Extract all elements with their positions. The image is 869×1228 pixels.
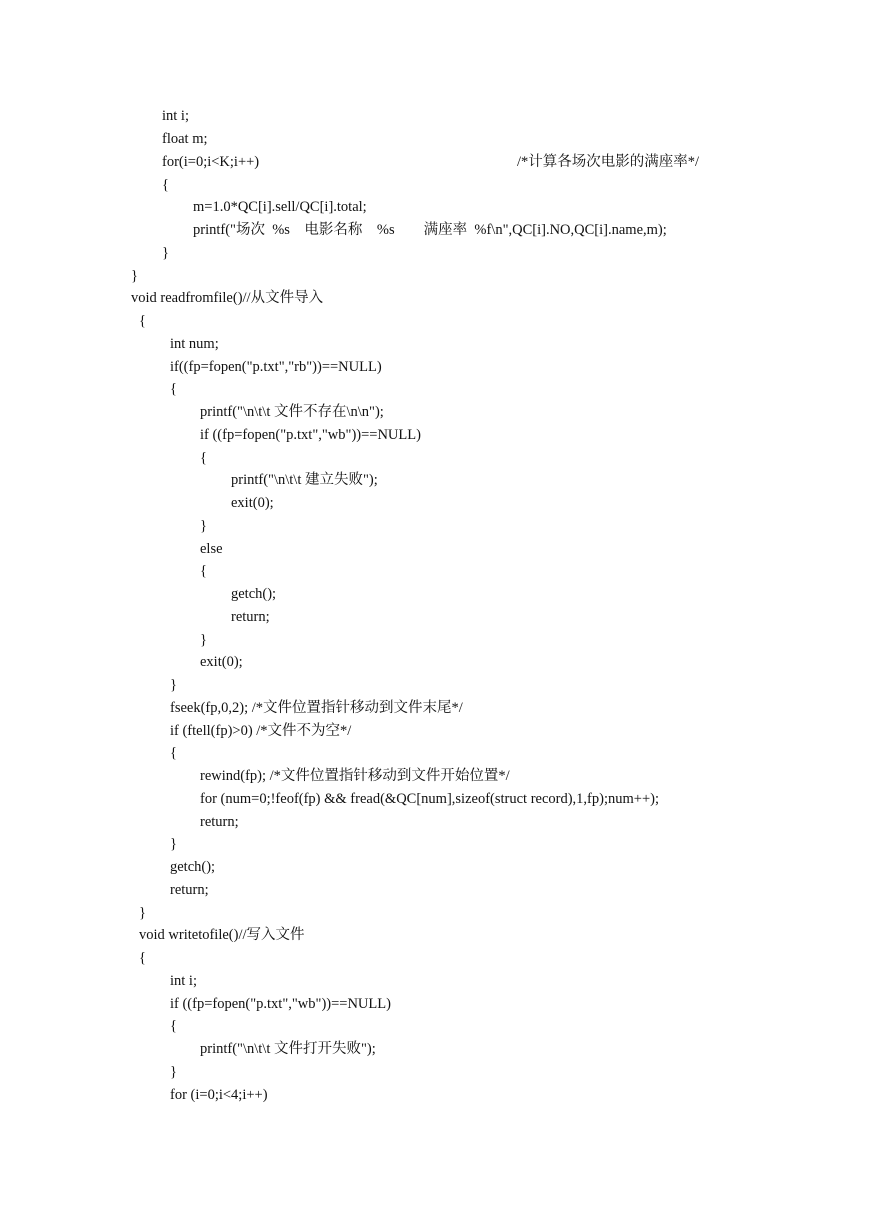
code-line: if ((fp=fopen("p.txt","wb"))==NULL) [200, 427, 421, 443]
code-line: } [200, 632, 207, 648]
code-line: rewind(fp); /*文件位置指针移动到文件开始位置*/ [200, 768, 510, 784]
code-line: int num; [170, 336, 219, 352]
code-line: void readfromfile()//从文件导入 [131, 290, 324, 306]
code-line: printf("场次 %s 电影名称 %s 满座率 %f\n",QC[i].NO,QC[i].name,m); [193, 222, 667, 238]
code-line: fseek(fp,0,2); /*文件位置指针移动到文件末尾*/ [170, 700, 463, 716]
code-line: } [139, 905, 146, 921]
code-line: if((fp=fopen("p.txt","rb"))==NULL) [170, 359, 382, 375]
code-line: { [139, 950, 146, 966]
code-line: printf("\n\t\t 文件不存在\n\n"); [200, 404, 384, 420]
code-line: if ((fp=fopen("p.txt","wb"))==NULL) [170, 996, 391, 1012]
code-line: return; [231, 609, 270, 625]
code-line: { [200, 450, 207, 466]
code-line: { [170, 1018, 177, 1034]
code-line: m=1.0*QC[i].sell/QC[i].total; [193, 199, 367, 215]
code-line: for (i=0;i<4;i++) [170, 1087, 268, 1103]
code-line: getch(); [231, 586, 277, 602]
code-line: return; [170, 882, 209, 898]
code-line: { [170, 381, 177, 397]
code-line: if (ftell(fp)>0) /*文件不为空*/ [170, 723, 352, 739]
code-line: getch(); [170, 859, 216, 875]
code-line: for (num=0;!feof(fp) && fread(&QC[num],sizeof(struct record),1,fp);num++); [200, 791, 659, 807]
code-comment: /*计算各场次电影的满座率*/ [517, 154, 700, 170]
code-line: exit(0); [200, 654, 243, 670]
code-line: } [170, 1064, 177, 1080]
code-line: } [162, 245, 169, 261]
code-line: for(i=0;i<K;i++) [162, 154, 260, 170]
code-line: void writetofile()//写入文件 [139, 927, 305, 943]
code-line: int i; [162, 108, 189, 124]
code-line: printf("\n\t\t 文件打开失败"); [200, 1041, 376, 1057]
code-line: { [200, 563, 207, 579]
code-line: { [170, 745, 177, 761]
code-line: return; [200, 814, 239, 830]
code-line: printf("\n\t\t 建立失败"); [231, 472, 378, 488]
code-line: } [200, 518, 207, 534]
code-line: exit(0); [231, 495, 274, 511]
code-line: int i; [170, 973, 197, 989]
code-line: float m; [162, 131, 208, 147]
code-line: } [131, 268, 138, 284]
code-line: } [170, 677, 177, 693]
code-line: } [170, 836, 177, 852]
code-line: else [200, 541, 223, 557]
code-line: { [162, 177, 169, 193]
code-line: { [139, 313, 146, 329]
